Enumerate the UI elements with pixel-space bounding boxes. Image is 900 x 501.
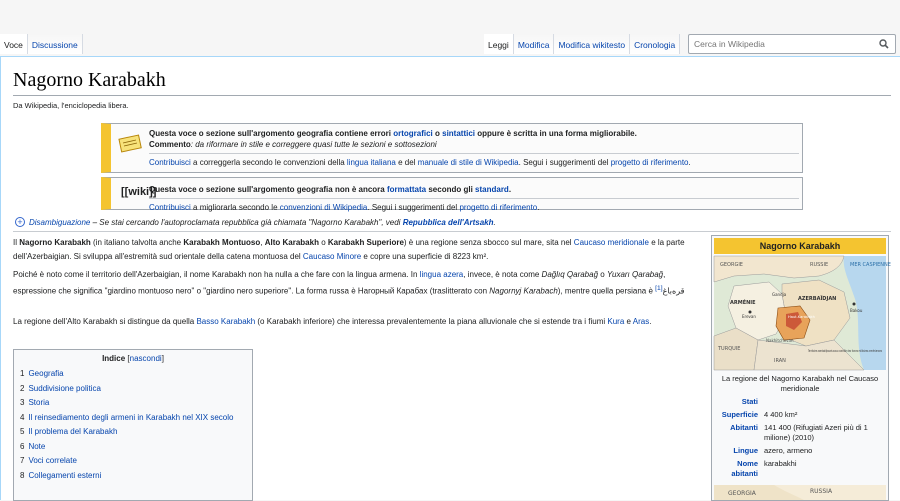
infobox (711, 235, 889, 501)
link-lingua-italiana[interactable]: lingua italiana (346, 158, 396, 167)
wiki-tag-icon: [[wiki]] (121, 186, 157, 198)
search-icon[interactable] (879, 39, 889, 51)
link-stati[interactable]: Stati (741, 397, 758, 406)
hatnote-divider (13, 231, 891, 232)
pencil-note-icon (119, 134, 143, 154)
map-label: TURQUIE (718, 346, 741, 352)
map-label: MER CASPIENNE (850, 262, 891, 268)
site-subtitle: Da Wikipedia, l'enciclopedia libera. (13, 101, 129, 110)
infobox-row-nome-abitanti: Nome abitanti karabakhi (731, 459, 797, 478)
link-caucaso-minore[interactable]: Caucaso Minore (302, 252, 362, 261)
search-input[interactable] (689, 35, 869, 53)
toc-item[interactable]: 2 Suddivisione politica (20, 383, 101, 393)
map-label: AZERBAÏDJAN (798, 296, 837, 302)
toc-item[interactable]: 5 Il problema del Karabakh (20, 427, 118, 436)
map-label: Bakou (850, 308, 863, 313)
hatnote-text: – Se stai cercando l'autoproclamata repubblica già chiamata "Nagorno Karabakh", vedi (92, 218, 401, 227)
comment-text: : da riformare in stile e correggere quasi tutte le sezioni e sottosezioni (190, 140, 437, 149)
map-label: RUSSIE (810, 262, 829, 268)
paragraph-intro: Il Nagorno Karabakh (in italiano talvolta anche Karabakh Montuoso, Alto Karabakh o Karabakh Superiore) è una regione senza sbocco sul mare, sita nel Caucaso meridionale e la parte dell'Azerbaigian. Si sviluppa all'estremità sud orientale della catena montuosa del Caucaso Minore e copre una superficie di 8223 km². (13, 238, 685, 261)
map-legend: Territoire azerbaïdjanais sous contrôle des forces militaires arméniennes (807, 349, 883, 353)
notice-headline: Questa voce o sezione sull'argomento geografia non è ancora formattata secondo gli standard. (149, 185, 512, 194)
link-disambiguazione[interactable]: Disambiguazione (29, 218, 91, 227)
link-ortografici[interactable]: ortografici (393, 129, 433, 138)
notice-text: e del (398, 158, 416, 167)
tab-discussione[interactable]: Discussione (28, 34, 83, 54)
tab-cronologia[interactable]: Cronologia (630, 34, 680, 54)
link-contribuisci[interactable]: Contribuisci (149, 158, 191, 167)
link-superficie[interactable]: Superficie (721, 410, 758, 419)
title-divider (13, 95, 891, 96)
maintenance-notice-format (101, 177, 803, 210)
link-progetto-di-riferimento[interactable]: progetto di riferimento (610, 158, 689, 167)
link-caucaso-meridionale[interactable]: Caucaso meridionale (573, 238, 649, 247)
hatnote-text: . (493, 218, 496, 227)
link-basso-karabakh[interactable]: Basso Karabakh (196, 317, 256, 326)
map-label: Nakhitchevan (766, 338, 794, 343)
link-nome-abitanti[interactable]: Nome abitanti (731, 459, 758, 478)
reference-link[interactable]: [1] (655, 285, 663, 292)
toc-item[interactable]: 7 Voci correlate (20, 456, 77, 465)
disambiguation-hatnote (15, 217, 496, 227)
link-manuale-di-stile[interactable]: manuale di stile di Wikipedia (417, 158, 519, 167)
search-box (688, 34, 896, 54)
toc-item[interactable]: 3 Storia (20, 398, 50, 407)
link-lingue[interactable]: Lingue (733, 446, 758, 455)
tab-modifica-wikitesto[interactable]: Modifica wikitesto (554, 34, 630, 54)
infobox-title: Nagorno Karabakh (714, 238, 886, 254)
link-lingua-azera[interactable]: lingua azera (419, 270, 464, 279)
comment-label: Commento (149, 140, 191, 149)
infobox-row-lingue: Lingue azero, armeno (733, 446, 813, 455)
map-caption: La regione del Nagorno Karabakh nel Caucaso meridionale (721, 374, 879, 393)
article-content (0, 56, 900, 500)
notice-text: . (688, 158, 691, 167)
link-repubblica-artsakh[interactable]: Repubblica dell'Artsakh (402, 218, 494, 227)
paragraph-name: Poiché è noto come il territorio dell'Azerbaigian, il nome Karabakh non ha nulla a che fare con la lingua armena. In lingua azera, invece, è nota come Dağlıq Qarabağ o Yuxarı Qarabağ, espressione che significa "giardino montuoso nero" o "giardino nero superiore". La forma russa è Нагорный Карабах (traslitterato con Nagornyj Karabach), mentre quella persiana è قره‌باغ[1] (13, 270, 685, 296)
tab-voce[interactable]: Voce (0, 34, 28, 54)
notice-text: a migliorarla secondo le (193, 203, 278, 212)
toc-list (20, 367, 246, 483)
maintenance-notice-errors (101, 123, 803, 173)
view-tabs (484, 34, 680, 54)
notice-headline: Questa voce o sezione sull'argomento geografia contiene errori ortografici o sintattici oppure è scritta in una forma migliorabile. (149, 129, 637, 138)
location-map[interactable] (714, 256, 891, 370)
link-formattata[interactable]: formattata (386, 185, 427, 194)
toc-item[interactable]: 1 Geografia (20, 369, 64, 378)
notice-separator (149, 198, 799, 199)
notice-text: a correggerla secondo le convenzioni della (193, 158, 345, 167)
infobox-row-abitanti: Abitanti 141 400 (Rifugiati Azeri più di 1 milione) (2010) (730, 423, 868, 442)
persian-name: قره‌باغ (662, 286, 685, 296)
page-title: Nagorno Karabakh (13, 69, 166, 91)
map-label: RUSSIA (810, 488, 833, 495)
second-location-map[interactable] (714, 485, 886, 500)
infobox-row-superficie: Superficie 4 400 km² (721, 410, 798, 419)
map-label: Haut-Karabakh (788, 315, 815, 319)
toc-title: Indice [nascondi] (102, 354, 164, 363)
toc-hide-toggle[interactable]: nascondi (129, 354, 162, 363)
map-label: IRAN (774, 358, 786, 364)
toc-item[interactable]: 6 Note (20, 441, 46, 451)
link-contribuisci[interactable]: Contribuisci (149, 203, 191, 212)
link-progetto-di-riferimento[interactable]: progetto di riferimento (459, 203, 538, 212)
tab-modifica[interactable]: Modifica (514, 34, 555, 54)
link-convenzioni-di-wikipedia[interactable]: convenzioni di Wikipedia (279, 203, 368, 212)
link-kura[interactable]: Kura (607, 317, 625, 326)
paragraph-region: La regione dell'Alto Karabakh si distingue da quella Basso Karabakh (o Karabakh inferiore) che interessa prevalentemente la piana alluvionale che si estende tra i fiumi Kura e Aras. (13, 317, 652, 326)
map-label: Gandja (772, 292, 787, 297)
link-aras[interactable]: Aras (632, 317, 650, 326)
map-label: GEORGIE (720, 262, 743, 268)
notice-text: . Segui i suggerimenti del (367, 203, 458, 212)
tab-leggi[interactable]: Leggi (484, 34, 514, 54)
toc-item[interactable]: 4 Il reinsediamento degli armeni in Karabakh nel XIX secolo (20, 412, 234, 422)
map-label: ARMÉNIE (730, 300, 756, 306)
table-of-contents (13, 349, 253, 501)
top-navigation (0, 0, 900, 56)
map-label: Erevan (742, 314, 756, 319)
toc-item[interactable]: 8 Collegamenti esterni (20, 470, 102, 480)
notice-text: . (537, 203, 540, 212)
disambiguation-icon: + (15, 217, 25, 227)
link-sintattici[interactable]: sintattici (442, 129, 476, 138)
link-abitanti[interactable]: Abitanti (730, 423, 758, 432)
namespace-tabs (0, 34, 83, 54)
notice-text: . Segui i suggerimenti del (518, 158, 609, 167)
notice-separator (149, 153, 799, 154)
link-standard[interactable]: standard (475, 185, 509, 194)
map-label: GEORGIA (728, 490, 756, 497)
infobox-row-stati (714, 397, 886, 407)
